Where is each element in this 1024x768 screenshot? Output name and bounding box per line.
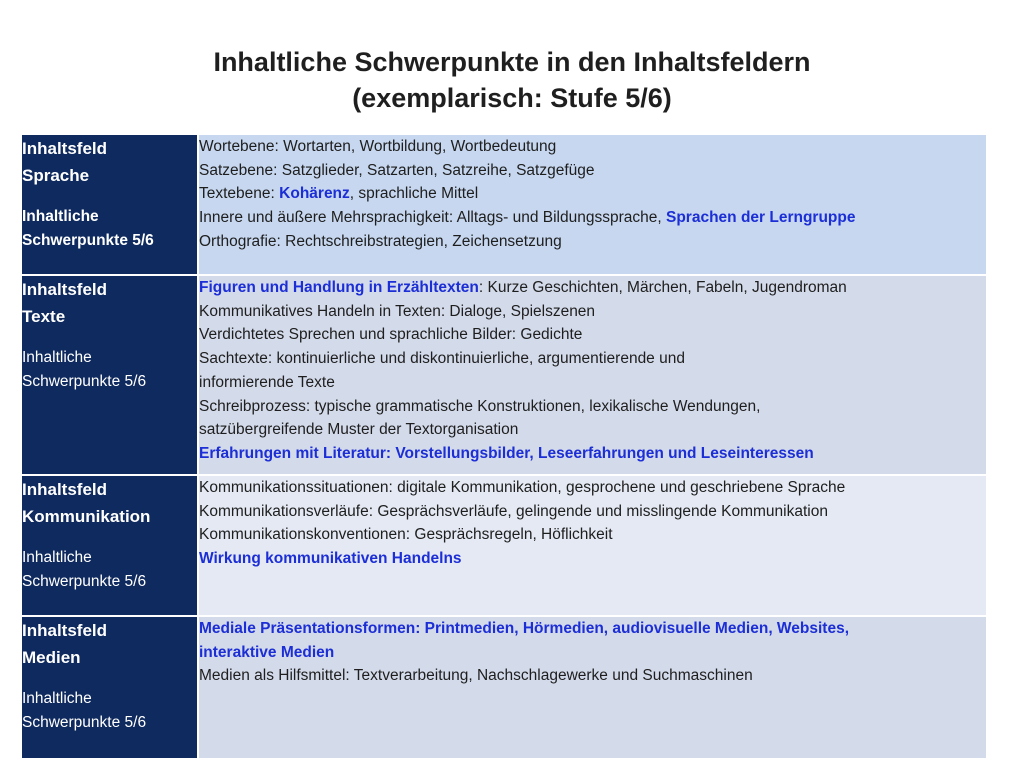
- content-table: [20, 133, 988, 760]
- field-subtitle: [22, 346, 197, 394]
- content-line: [199, 547, 986, 571]
- content-line: Innere und äußere Mehrsprachigkeit: Alltags- und Bildungssprache, Sprachen der Lerngruppe: [199, 209, 856, 227]
- field-title: [22, 276, 197, 330]
- content-line: Schreibprozess: typische grammatische Konstruktionen, lexikalische Wendungen,: [199, 397, 761, 415]
- highlight-text: Sprachen der Lerngruppe: [666, 209, 856, 227]
- field-label: Inhaltsfeld: [22, 139, 108, 158]
- highlight-text: Kohärenz: [279, 185, 350, 203]
- subtitle-line: Schwerpunkte 5/6: [22, 232, 154, 249]
- row-header: [21, 275, 198, 475]
- content-line: Satzebene: Satzglieder, Satzarten, Satzreihe, Satzgefüge: [199, 161, 595, 179]
- row-content: [198, 475, 987, 616]
- content-line: Verdichtetes Sprechen und sprachliche Bilder: Gedichte: [199, 326, 583, 344]
- field-title: [22, 476, 197, 530]
- highlight-text: Erfahrungen mit Literatur: Vorstellungsbilder, Leseerfahrungen und Leseinteressen: [199, 444, 814, 462]
- field-title: [22, 135, 197, 189]
- subtitle-line: Schwerpunkte 5/6: [22, 714, 147, 731]
- slide-title: [0, 44, 1024, 116]
- row-header: [21, 475, 198, 616]
- field-label: Inhaltsfeld: [22, 280, 108, 299]
- row-content: [198, 134, 987, 275]
- content-line: [199, 641, 986, 665]
- table-row-medien: [21, 616, 987, 759]
- content-line: Kommunikationsverläufe: Gesprächsverläufe, gelingende und misslingende Kommunikation: [199, 502, 828, 520]
- field-subtitle: [22, 205, 197, 253]
- field-subtitle: [22, 546, 197, 594]
- subtitle-line: Inhaltliche: [22, 690, 92, 707]
- field-label: Inhaltsfeld: [22, 480, 108, 499]
- field-name: Kommunikation: [22, 507, 151, 526]
- content-line: satzübergreifende Muster der Textorganisation: [199, 421, 519, 439]
- field-name: Texte: [22, 307, 66, 326]
- field-name: Medien: [22, 648, 81, 667]
- content-line: Kommunikationskonventionen: Gesprächsregeln, Höflichkeit: [199, 526, 613, 544]
- subtitle-line: Inhaltliche: [22, 349, 92, 366]
- content-line: Medien als Hilfsmittel: Textverarbeitung, Nachschlagewerke und Suchmaschinen: [199, 667, 753, 685]
- field-title: [22, 617, 197, 671]
- subtitle-line: Inhaltliche: [22, 208, 99, 225]
- content-line: Figuren und Handlung in Erzähltexten: Kurze Geschichten, Märchen, Fabeln, Jugendroman: [199, 279, 847, 296]
- content-line: Kommunikationssituationen: digitale Kommunikation, gesprochene und geschriebene Sprache: [199, 479, 846, 496]
- content-line: Orthografie: Rechtschreibstrategien, Zeichensetzung: [199, 232, 562, 250]
- content-line: Kommunikatives Handeln in Texten: Dialoge, Spielszenen: [199, 302, 596, 320]
- subtitle-line: Schwerpunkte 5/6: [22, 573, 147, 590]
- subtitle-line: Schwerpunkte 5/6: [22, 373, 147, 390]
- highlight-text: Wirkung kommunikativen Handelns: [199, 550, 462, 568]
- table-row-texte: [21, 275, 987, 475]
- row-content: [198, 275, 987, 475]
- row-header: [21, 616, 198, 759]
- highlight-text: Mediale Präsentationsformen: Printmedien, Hörmedien, audiovisuelle Medien, Websites,: [199, 620, 850, 637]
- table-row-kommunikation: [21, 475, 987, 616]
- highlight-text: Figuren und Handlung in Erzähltexten: [199, 279, 479, 296]
- slide-title-line-2: (exemplarisch: Stufe 5/6): [352, 83, 672, 113]
- content-line: [199, 442, 986, 466]
- row-header: [21, 134, 198, 275]
- field-subtitle: [22, 687, 197, 735]
- content-line: informierende Texte: [199, 373, 335, 391]
- slide-title-line-1: Inhaltliche Schwerpunkte in den Inhaltsfeldern: [213, 47, 811, 77]
- content-line: [199, 617, 986, 641]
- field-label: Inhaltsfeld: [22, 621, 108, 640]
- content-line: Textebene: Kohärenz, sprachliche Mittel: [199, 185, 479, 203]
- content-line: Wortebene: Wortarten, Wortbildung, Wortbedeutung: [199, 138, 557, 155]
- content-line: Sachtexte: kontinuierliche und diskontinuierliche, argumentierende und: [199, 350, 685, 368]
- highlight-text: interaktive Medien: [199, 643, 335, 661]
- table-row-sprache: [21, 134, 987, 275]
- subtitle-line: Inhaltliche: [22, 549, 92, 566]
- field-name: Sprache: [22, 166, 90, 185]
- row-content: [198, 616, 987, 759]
